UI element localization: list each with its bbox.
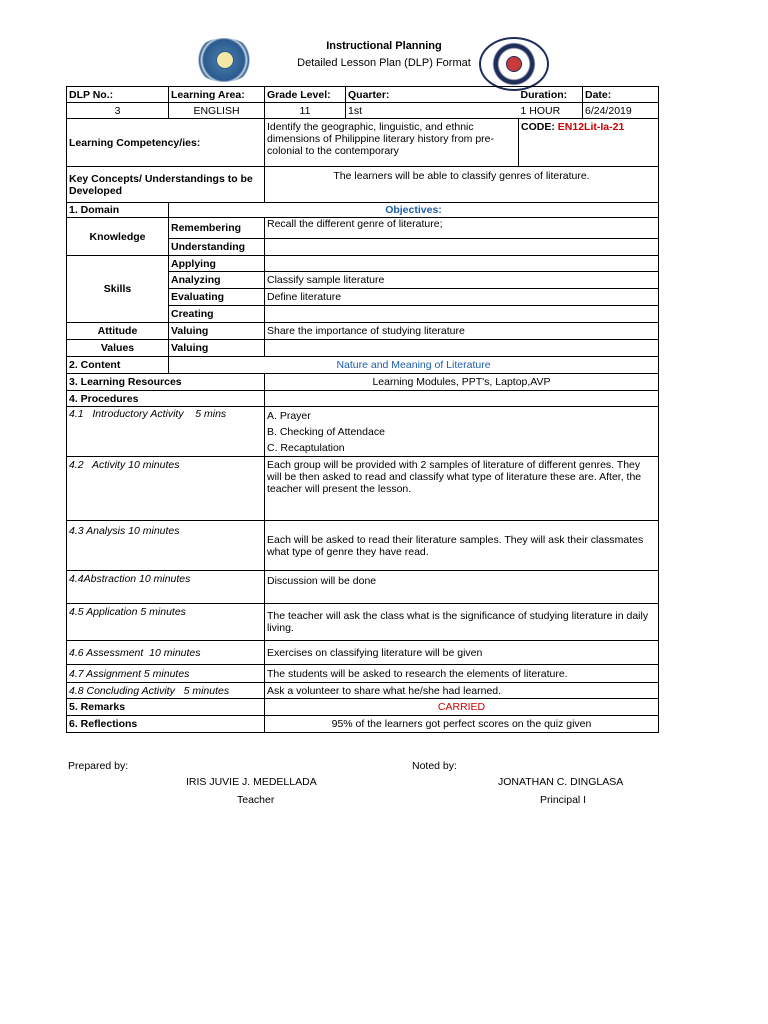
procedure-7-text: The students will be asked to research the elements of literature. bbox=[265, 665, 659, 683]
date-value: 6/24/2019 bbox=[583, 103, 659, 119]
key-concepts-row bbox=[67, 167, 659, 203]
analyzing-label: Analyzing bbox=[169, 272, 265, 289]
procedure-1-label: 4.1 Introductory Activity 5 mins bbox=[67, 407, 265, 457]
values-row bbox=[67, 340, 659, 357]
procedure-6-label: 4.6 Assessment 10 minutes bbox=[67, 641, 265, 665]
procedure-2-label: 4.2 Activity 10 minutes bbox=[67, 457, 265, 521]
prepared-by-label: Prepared by: bbox=[68, 760, 129, 772]
content-row bbox=[67, 357, 659, 374]
procedure-3-row bbox=[67, 521, 659, 571]
applying-row bbox=[67, 256, 659, 272]
evaluating-objective: Define literature bbox=[265, 289, 659, 306]
analyzing-objective: Classify sample literature bbox=[265, 272, 659, 289]
procedures-row bbox=[67, 391, 659, 407]
header-values-row bbox=[67, 103, 659, 119]
values-label: Values bbox=[67, 340, 169, 357]
procedure-1-text bbox=[265, 407, 659, 457]
remarks-row bbox=[67, 699, 659, 716]
attitude-row bbox=[67, 323, 659, 340]
content-label: 2. Content bbox=[67, 357, 169, 374]
date-label: Date: bbox=[583, 87, 659, 103]
key-concepts-text: The learners will be able to classify genres of literature. bbox=[265, 167, 659, 203]
quarter-label: Quarter: bbox=[346, 87, 519, 103]
procedure-5-row bbox=[67, 604, 659, 641]
remembering-row bbox=[67, 218, 659, 239]
prepared-by-title: Teacher bbox=[237, 794, 275, 806]
procedure-7-label: 4.7 Assignment 5 minutes bbox=[67, 665, 265, 683]
procedure-8-text: Ask a volunteer to share what he/she had learned. bbox=[265, 683, 659, 699]
procedure-1-row bbox=[67, 407, 659, 457]
noted-by-name: JONATHAN C. DINGLASA bbox=[498, 776, 624, 788]
procedure-6-text: Exercises on classifying literature will be given bbox=[265, 641, 659, 665]
skills-label: Skills bbox=[67, 256, 169, 323]
document-subtitle: Detailed Lesson Plan (DLP) Format bbox=[297, 57, 471, 69]
reflections-row bbox=[67, 716, 659, 733]
creating-label: Creating bbox=[169, 306, 265, 323]
procedure-5-text: The teacher will ask the class what is the significance of studying literature in daily living. bbox=[265, 604, 659, 641]
lesson-plan-table bbox=[66, 86, 659, 733]
school-seal-right-icon bbox=[479, 37, 549, 91]
resources-row bbox=[67, 374, 659, 391]
quarter-value: 1st bbox=[346, 103, 519, 119]
procedure-3-text: Each will be asked to read their literature samples. They will ask their classmates what type of genre they have read. bbox=[265, 521, 659, 571]
procedure-6-row bbox=[67, 641, 659, 665]
procedure-3-label: 4.3 Analysis 10 minutes bbox=[67, 521, 265, 571]
procedure-1-item-a: A. Prayer bbox=[267, 410, 311, 422]
grade-level-value: 11 bbox=[265, 103, 346, 119]
remembering-label: Remembering bbox=[169, 218, 265, 239]
procedure-1-item-c: C. Recaptulation bbox=[267, 442, 345, 454]
noted-by-label: Noted by: bbox=[412, 760, 457, 772]
key-concepts-label: Key Concepts/ Understandings to be Developed bbox=[67, 167, 265, 203]
content-text: Nature and Meaning of Literature bbox=[169, 357, 659, 374]
values-valuing-label: Valuing bbox=[169, 340, 265, 357]
remembering-objective: Recall the different genre of literature; bbox=[265, 218, 659, 239]
knowledge-label: Knowledge bbox=[67, 218, 169, 256]
prepared-by-name: IRIS JUVIE J. MEDELLADA bbox=[186, 776, 317, 788]
procedure-8-label: 4.8 Concluding Activity 5 minutes bbox=[67, 683, 265, 699]
learning-area-value: ENGLISH bbox=[169, 103, 265, 119]
procedure-5-label: 4.5 Application 5 minutes bbox=[67, 604, 265, 641]
grade-level-label: Grade Level: bbox=[265, 87, 346, 103]
reflections-text: 95% of the learners got perfect scores on the quiz given bbox=[265, 716, 659, 733]
dlp-no-label: DLP No.: bbox=[67, 87, 169, 103]
understanding-label: Understanding bbox=[169, 239, 265, 256]
resources-text: Learning Modules, PPT's, Laptop,AVP bbox=[265, 374, 659, 391]
learning-area-label: Learning Area: bbox=[169, 87, 265, 103]
procedure-4-row bbox=[67, 571, 659, 604]
attitude-valuing-label: Valuing bbox=[169, 323, 265, 340]
document-title: Instructional Planning bbox=[326, 40, 442, 52]
code-value: EN12Lit-Ia-21 bbox=[557, 121, 625, 133]
competency-row bbox=[67, 119, 659, 167]
dlp-no-value: 3 bbox=[67, 103, 169, 119]
applying-objective bbox=[265, 256, 659, 272]
procedure-1-item-b: B. Checking of Attendace bbox=[267, 426, 385, 438]
procedures-blank bbox=[265, 391, 659, 407]
noted-by-title: Principal I bbox=[540, 794, 587, 806]
procedure-2-text: Each group will be provided with 2 samples of literature of different genres. They will be then asked to read and classify what type of literature these are. After, the teacher will present the lesson. bbox=[265, 457, 659, 521]
domain-label: 1. Domain bbox=[67, 203, 169, 218]
competency-text: Identify the geographic, linguistic, and ethnic dimensions of Philippine literary history from pre-colonial to the contemporary bbox=[265, 119, 519, 167]
reflections-label: 6. Reflections bbox=[67, 716, 265, 733]
procedure-4-label: 4.4Abstraction 10 minutes bbox=[67, 571, 265, 604]
resources-label: 3. Learning Resources bbox=[67, 374, 265, 391]
remarks-label: 5. Remarks bbox=[67, 699, 265, 716]
competency-code bbox=[519, 119, 659, 167]
procedure-7-row bbox=[67, 665, 659, 683]
understanding-objective bbox=[265, 239, 659, 256]
procedure-8-row bbox=[67, 683, 659, 699]
procedure-4-text: Discussion will be done bbox=[265, 571, 659, 604]
header-labels-row bbox=[67, 87, 659, 103]
applying-label: Applying bbox=[169, 256, 265, 272]
competency-label: Learning Competency/ies: bbox=[67, 119, 265, 167]
remarks-text: CARRIED bbox=[265, 699, 659, 716]
procedure-2-row bbox=[67, 457, 659, 521]
evaluating-label: Evaluating bbox=[169, 289, 265, 306]
document-header bbox=[0, 0, 768, 90]
attitude-label: Attitude bbox=[67, 323, 169, 340]
attitude-objective: Share the importance of studying literature bbox=[265, 323, 659, 340]
duration-value: 1 HOUR bbox=[519, 103, 583, 119]
creating-objective bbox=[265, 306, 659, 323]
duration-label: Duration: bbox=[519, 87, 583, 103]
objectives-label: Objectives: bbox=[169, 203, 659, 218]
domain-row bbox=[67, 203, 659, 218]
procedures-label: 4. Procedures bbox=[67, 391, 265, 407]
values-objective bbox=[265, 340, 659, 357]
code-label: CODE: bbox=[521, 121, 555, 133]
